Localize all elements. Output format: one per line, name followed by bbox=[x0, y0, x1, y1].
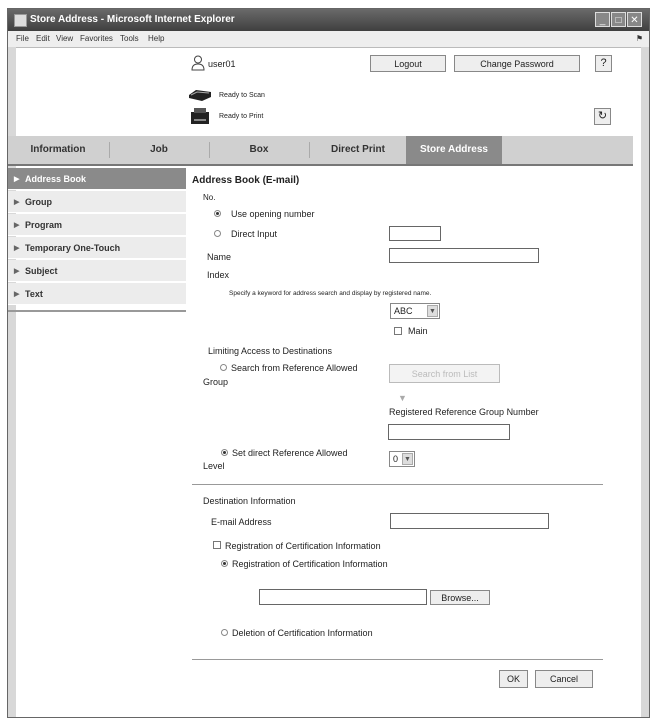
use-opening-number-label: Use opening number bbox=[231, 209, 315, 219]
windows-logo-icon: ⚑ bbox=[635, 34, 643, 43]
triangle-right-icon: ▶ bbox=[14, 199, 20, 206]
index-select[interactable] bbox=[390, 303, 440, 319]
email-address-field[interactable] bbox=[390, 513, 549, 529]
registration-cert-radio[interactable] bbox=[221, 560, 228, 567]
tab-store-address[interactable]: Store Address bbox=[406, 136, 502, 164]
triangle-right-icon: ▶ bbox=[14, 291, 20, 298]
main-checkbox[interactable] bbox=[394, 327, 402, 335]
registered-ref-label: Registered Reference Group Number bbox=[389, 407, 539, 417]
browse-button[interactable]: Browse... bbox=[430, 590, 490, 605]
index-label: Index bbox=[207, 270, 230, 280]
registered-ref-field[interactable] bbox=[388, 424, 510, 440]
direct-input-field[interactable] bbox=[389, 226, 441, 241]
menu-help[interactable]: Help bbox=[148, 34, 165, 43]
name-label: Name bbox=[207, 252, 232, 262]
triangle-right-icon: ▶ bbox=[14, 222, 20, 229]
deletion-cert-label: Deletion of Certification Information bbox=[232, 628, 373, 638]
chevron-down-icon: ▼ bbox=[402, 453, 413, 465]
printer-icon bbox=[188, 107, 212, 125]
sidebar-item-subject[interactable] bbox=[8, 260, 186, 282]
use-opening-number-radio[interactable] bbox=[214, 210, 221, 217]
help-icon[interactable]: ? bbox=[595, 55, 612, 72]
bottom-divider bbox=[192, 659, 603, 660]
index-hint: Specify a keyword for address search and display by registered name. bbox=[229, 290, 432, 297]
user-name: user01 bbox=[208, 59, 236, 69]
user-icon bbox=[191, 55, 205, 71]
sidebar-item-label: Text bbox=[25, 289, 43, 299]
print-status: Ready to Print bbox=[219, 113, 264, 120]
menu-view[interactable]: View bbox=[56, 34, 74, 43]
sidebar-item-label: Temporary One-Touch bbox=[25, 243, 121, 253]
scan-status: Ready to Scan bbox=[219, 92, 265, 99]
window-frame-right bbox=[641, 47, 649, 717]
logout-button[interactable]: Logout bbox=[370, 55, 446, 72]
refresh-icon[interactable]: ↻ bbox=[594, 108, 611, 125]
close-button[interactable]: ✕ bbox=[627, 12, 642, 27]
direct-input-label: Direct Input bbox=[231, 229, 278, 239]
registration-cert-check-label: Registration of Certification Information bbox=[225, 541, 381, 551]
page-title: Address Book (E-mail) bbox=[192, 175, 300, 186]
level-select-value: 0 bbox=[393, 454, 399, 464]
sidebar-item-group[interactable] bbox=[8, 191, 186, 213]
tab-information[interactable]: Information bbox=[30, 144, 86, 155]
search-reference-radio[interactable] bbox=[220, 364, 227, 371]
name-field[interactable] bbox=[389, 248, 539, 263]
chevron-down-icon: ▼ bbox=[427, 305, 438, 317]
sidebar-item-label: Subject bbox=[25, 266, 58, 276]
tab-direct-print[interactable]: Direct Print bbox=[331, 144, 385, 155]
registration-cert-radio-label: Registration of Certification Information bbox=[232, 559, 388, 569]
set-direct-reference-radio[interactable] bbox=[221, 449, 228, 456]
main-label: Main bbox=[408, 326, 428, 336]
direct-input-radio[interactable] bbox=[214, 230, 221, 237]
certificate-file-field[interactable] bbox=[259, 589, 427, 605]
sidebar-bottom-line bbox=[8, 310, 186, 312]
triangle-right-icon: ▶ bbox=[14, 245, 20, 252]
menu-tools[interactable]: Tools bbox=[120, 34, 139, 43]
triangle-right-icon: ▶ bbox=[14, 268, 20, 275]
set-direct-reference-label-2: Level bbox=[203, 461, 225, 471]
sidebar-item-label: Group bbox=[25, 197, 52, 207]
level-select[interactable] bbox=[389, 451, 415, 467]
sidebar-item-temporary-one-touch[interactable] bbox=[8, 237, 186, 259]
ie-icon bbox=[14, 14, 27, 27]
tab-job[interactable]: Job bbox=[150, 144, 168, 155]
minimize-button[interactable]: _ bbox=[595, 12, 610, 27]
change-password-button[interactable]: Change Password bbox=[454, 55, 580, 72]
tab-underline bbox=[8, 164, 633, 166]
sidebar-item-label: Address Book bbox=[25, 174, 87, 184]
menu-file[interactable]: File bbox=[16, 34, 29, 43]
search-from-list-button[interactable]: Search from List bbox=[389, 364, 500, 383]
section-divider bbox=[192, 484, 603, 485]
limiting-access-label: Limiting Access to Destinations bbox=[208, 346, 333, 356]
tab-bar bbox=[8, 136, 633, 164]
title-bar bbox=[8, 9, 649, 31]
search-reference-label-2: Group bbox=[203, 377, 229, 387]
sidebar-item-label: Program bbox=[25, 220, 63, 230]
destination-info-label: Destination Information bbox=[203, 496, 296, 506]
menu-favorites[interactable]: Favorites bbox=[80, 34, 113, 43]
email-address-label: E-mail Address bbox=[211, 517, 272, 527]
sidebar-item-program[interactable] bbox=[8, 214, 186, 236]
window-title: Store Address - Microsoft Internet Explorer bbox=[30, 14, 235, 25]
index-select-value: ABC bbox=[394, 306, 413, 316]
sidebar-item-address-book[interactable] bbox=[8, 168, 186, 190]
search-reference-label: Search from Reference Allowed bbox=[231, 363, 358, 373]
cancel-button[interactable]: Cancel bbox=[535, 670, 593, 688]
arrow-down-icon: ▼ bbox=[398, 393, 407, 403]
menu-bar bbox=[8, 31, 649, 48]
deletion-cert-radio[interactable] bbox=[221, 629, 228, 636]
scanner-icon bbox=[188, 88, 212, 102]
tab-box[interactable]: Box bbox=[249, 144, 269, 155]
triangle-right-icon: ▶ bbox=[14, 176, 20, 183]
sidebar-item-text[interactable] bbox=[8, 283, 186, 305]
set-direct-reference-label: Set direct Reference Allowed bbox=[232, 448, 348, 458]
ok-button[interactable]: OK bbox=[499, 670, 528, 688]
no-label: No. bbox=[203, 193, 216, 202]
maximize-button[interactable]: □ bbox=[611, 12, 626, 27]
menu-edit[interactable]: Edit bbox=[36, 34, 50, 43]
registration-cert-checkbox[interactable] bbox=[213, 541, 221, 549]
